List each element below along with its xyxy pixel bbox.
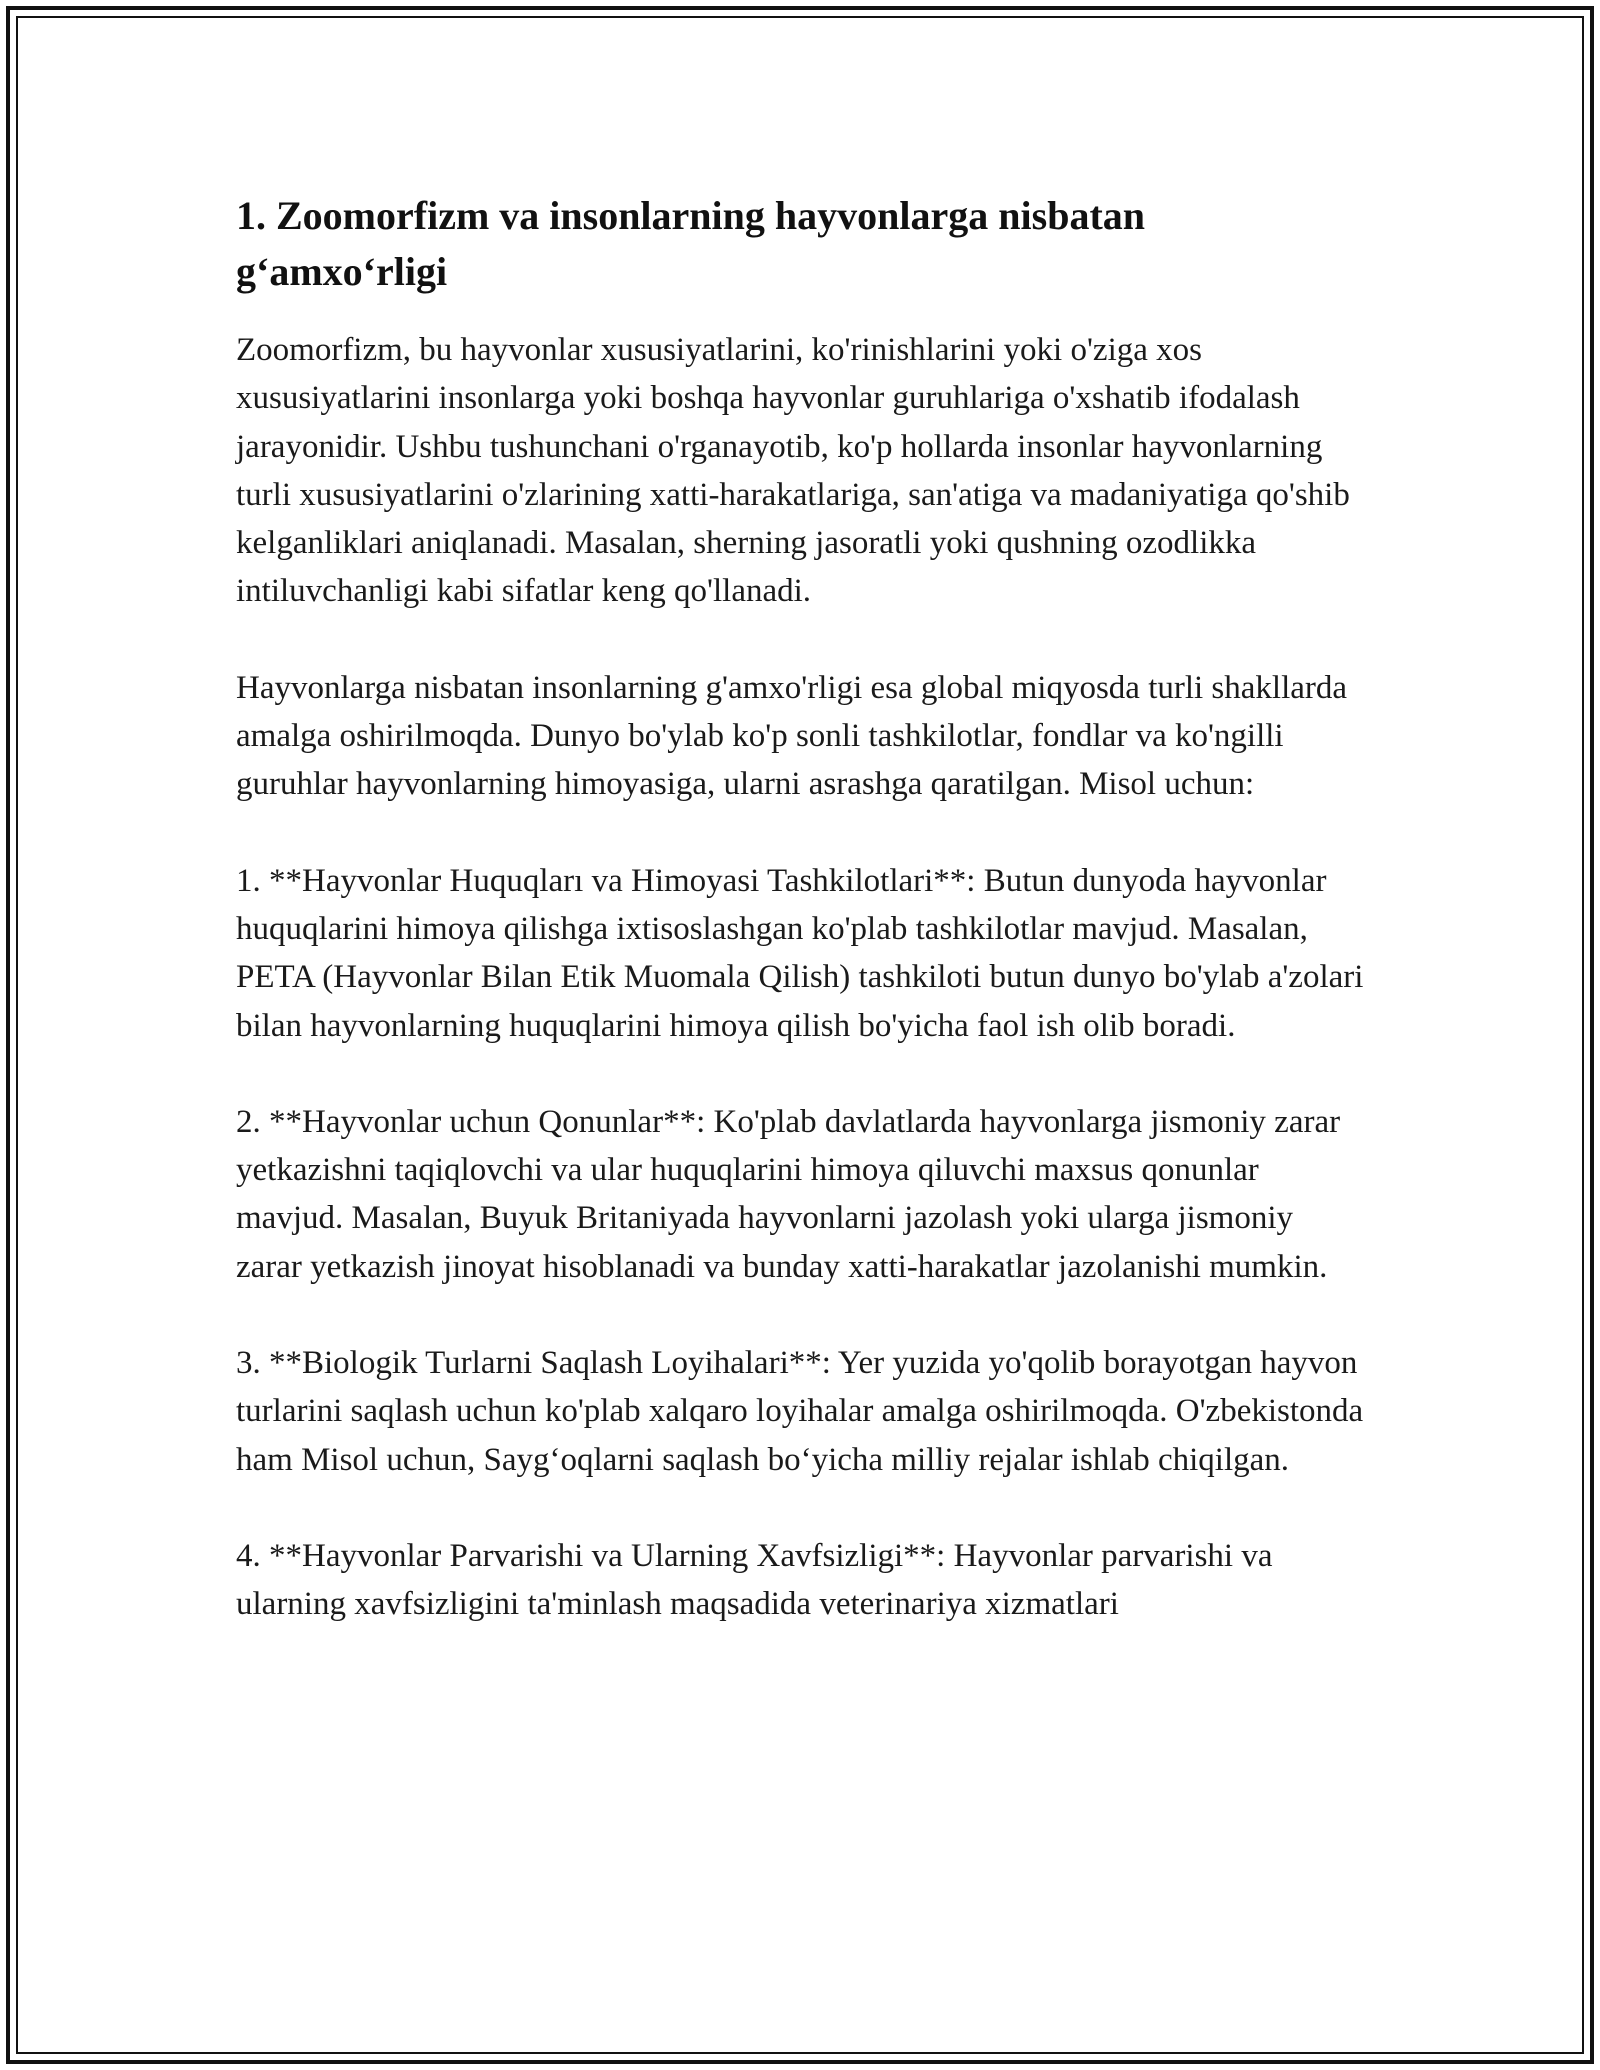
list-item-conservation: 3. **Biologik Turlarni Saqlash Loyihalari**: Yer yuzida yo'qolib borayotgan hayvon turlarini saqlash uchun ko'plab xalqaro loyihalar amalga oshirilmoqda. O'zbekistonda ham Misol uchun, Sayg‘oqlarni saqlash bo‘yicha milliy rejalar ishlab chiqilgan. bbox=[236, 1345, 1364, 1478]
paragraph-care: Hayvonlarga nisbatan insonlarning g'amxo'rligi esa global miqyosda turli shakllarda amalga oshirilmoqda. Dunyo bo'ylab ko'p sonli tashkilotlar, fondlar va ko'ngilli guruhlar hayvonlarning himoyasiga, ularni asrashga qaratilgan. Misol uchun: bbox=[236, 669, 1348, 803]
list-item-care-safety: 4. **Hayvonlar Parvarishi va Ularning Xavfsizligi**: Hayvonlar parvarishi va ularning xavfsizligini ta'minlash maqsadida veterinariya xizmatlari bbox=[236, 1537, 1273, 1623]
section-title: 1. Zoomorfizm va insonlarning hayvonlarga nisbatan g‘amxo‘rligi bbox=[236, 193, 1146, 294]
document-body bbox=[236, 188, 1366, 1677]
list-item-organizations: 1. **Hayvonlar Huquqları va Himoyasi Tashkilotlari**: Butun dunyoda hayvonlar huquqlarini himoya qilishga ixtisoslashgan ko'plab tashkilotlar mavjud. Masalan, PETA (Hayvonlar Bilan Etik Muomala Qilish) tashkiloti butun dunyo bo'ylab a'zolari bilan hayvonlarning huquqlarini himoya qilish bo'yicha faol ish olib boradi. bbox=[236, 862, 1364, 1044]
list-item-laws: 2. **Hayvonlar uchun Qonunlar**: Ko'plab davlatlarda hayvonlarga jismoniy zarar yetkazishni taqiqlovchi va ular huquqlarini himoya qiluvchi maxsus qonunlar mavjud. Masalan, Buyuk Britaniyada hayvonlarni jazolash yoki ularga jismoniy zarar yetkazish jinoyat hisoblanadi va bunday xatti-harakatlar jazolanishi mumkin. bbox=[236, 1103, 1341, 1285]
paragraph-intro: Zoomorfizm, bu hayvonlar xususiyatlarini, ko'rinishlarini yoki o'ziga xos xususiyatlarini insonlarga yoki boshqa hayvonlar guruhlariga o'xshatib ifodalash jarayonidir. Ushbu tushunchani o'rganayotib, ko'p hollarda insonlar hayvonlarning turli xususiyatlarini o'zlarining xatti-harakatlariga, san'atiga va madaniyatiga qo'shib kelganliklari aniqlanadi. Masalan, sherning jasoratli yoki qushning ozodlikka intiluvchanligi kabi sifatlar keng qo'llanadi. bbox=[236, 332, 1350, 610]
